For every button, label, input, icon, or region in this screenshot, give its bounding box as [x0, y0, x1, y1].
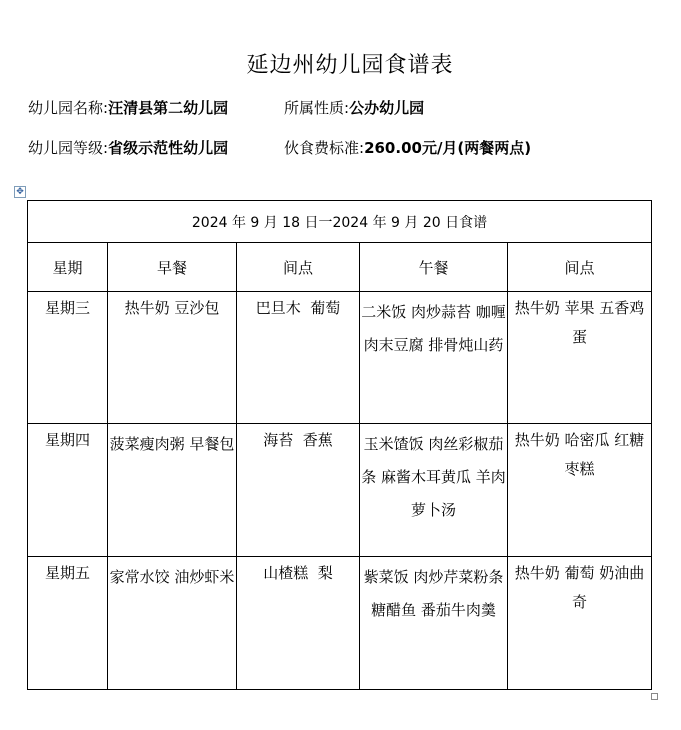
info-row-2 — [28, 137, 532, 158]
kindergarten-level-value: 省级示范性幼儿园 — [108, 139, 229, 157]
food-item: 排骨炖山药 — [428, 336, 504, 354]
kindergarten-nature — [284, 97, 424, 118]
food-item: 海苔 香蕉 — [263, 431, 333, 449]
table-row — [28, 292, 652, 424]
kindergarten-name-label: 幼儿园名称: — [28, 99, 109, 117]
meal-fee — [284, 137, 531, 158]
food-item: 苹果 — [564, 299, 595, 317]
food-item: 羊肉萝卜汤 — [410, 468, 506, 519]
food-item: 热牛奶 — [514, 431, 560, 449]
food-item: 糖醋鱼 — [371, 601, 417, 619]
kindergarten-level-label: 幼儿园等级: — [28, 139, 109, 157]
food-item: 热牛奶 — [514, 299, 560, 317]
meal-fee-value: 260.00元/月(两餐两点) — [364, 139, 532, 157]
food-item: 肉丝彩椒茄条 — [361, 435, 504, 486]
move-arrows-icon[interactable]: ✥ — [14, 186, 26, 198]
menu-table — [27, 200, 652, 690]
table-caption: 2024 年 9 月 18 日一2024 年 9 月 20 日食谱 — [28, 201, 652, 243]
kindergarten-name-value: 汪清县第二幼儿园 — [108, 99, 229, 117]
day-cell — [28, 424, 108, 557]
food-item: 豆沙包 — [174, 299, 220, 317]
food-item: 紫菜饭 — [363, 568, 409, 586]
header-day: 星期 — [28, 243, 108, 292]
food-item: 麻酱木耳黄瓜 — [380, 468, 471, 486]
day-label: 星期四 — [44, 431, 90, 449]
day-label: 星期五 — [44, 564, 90, 582]
food-item: 热牛奶 — [124, 299, 170, 317]
food-item: 肉炒蒜苔 — [410, 303, 471, 321]
food-item: 奶油曲奇 — [571, 564, 645, 611]
food-item: 五香鸡蛋 — [571, 299, 645, 346]
table-row — [28, 557, 652, 690]
food-item: 咖喱肉末豆腐 — [363, 303, 506, 354]
lunch-cell — [360, 292, 508, 424]
snack-1-cell — [237, 424, 360, 557]
snack-2-cell — [508, 557, 652, 690]
header-lunch: 午餐 — [360, 243, 508, 292]
meal-fee-label: 伙食费标准: — [284, 139, 365, 157]
food-item: 红糖枣糕 — [564, 431, 645, 478]
food-item: 油炒虾米 — [174, 568, 235, 586]
breakfast-cell — [108, 424, 237, 557]
food-item: 菠菜瘦肉粥 — [109, 435, 185, 453]
snack-2-cell — [508, 292, 652, 424]
header-breakfast: 早餐 — [108, 243, 237, 292]
snack-1-cell — [237, 292, 360, 424]
food-item: 家常水饺 — [109, 568, 170, 586]
document-title: 延边州幼儿园食谱表 — [246, 53, 454, 78]
food-item: 玉米馇饭 — [363, 435, 424, 453]
breakfast-cell — [108, 557, 237, 690]
kindergarten-nature-label: 所属性质: — [284, 99, 350, 117]
food-item: 哈密瓜 — [564, 431, 610, 449]
food-item: 巴旦木 葡萄 — [255, 299, 341, 317]
day-label: 星期三 — [44, 299, 90, 317]
food-item: 葡萄 — [564, 564, 595, 582]
food-item: 早餐包 — [189, 435, 235, 453]
info-row-1 — [28, 97, 425, 118]
table-row — [28, 424, 652, 557]
day-cell — [28, 292, 108, 424]
snack-1-cell — [237, 557, 360, 690]
breakfast-cell — [108, 292, 237, 424]
food-item: 肉炒芹菜粉条 — [413, 568, 504, 586]
kindergarten-name — [28, 97, 228, 118]
food-item: 番茄牛肉羹 — [420, 601, 496, 619]
resize-square-icon[interactable] — [651, 693, 658, 700]
kindergarten-nature-value: 公办幼儿园 — [349, 99, 425, 117]
lunch-cell — [360, 424, 508, 557]
header-snack-2: 间点 — [508, 243, 652, 292]
snack-2-cell — [508, 424, 652, 557]
food-item: 山楂糕 梨 — [263, 564, 333, 582]
header-snack-1: 间点 — [237, 243, 360, 292]
food-item: 热牛奶 — [514, 564, 560, 582]
kindergarten-level — [28, 137, 228, 158]
lunch-cell — [360, 557, 508, 690]
food-item: 二米饭 — [361, 303, 407, 321]
table-header-row — [28, 243, 652, 292]
day-cell — [28, 557, 108, 690]
